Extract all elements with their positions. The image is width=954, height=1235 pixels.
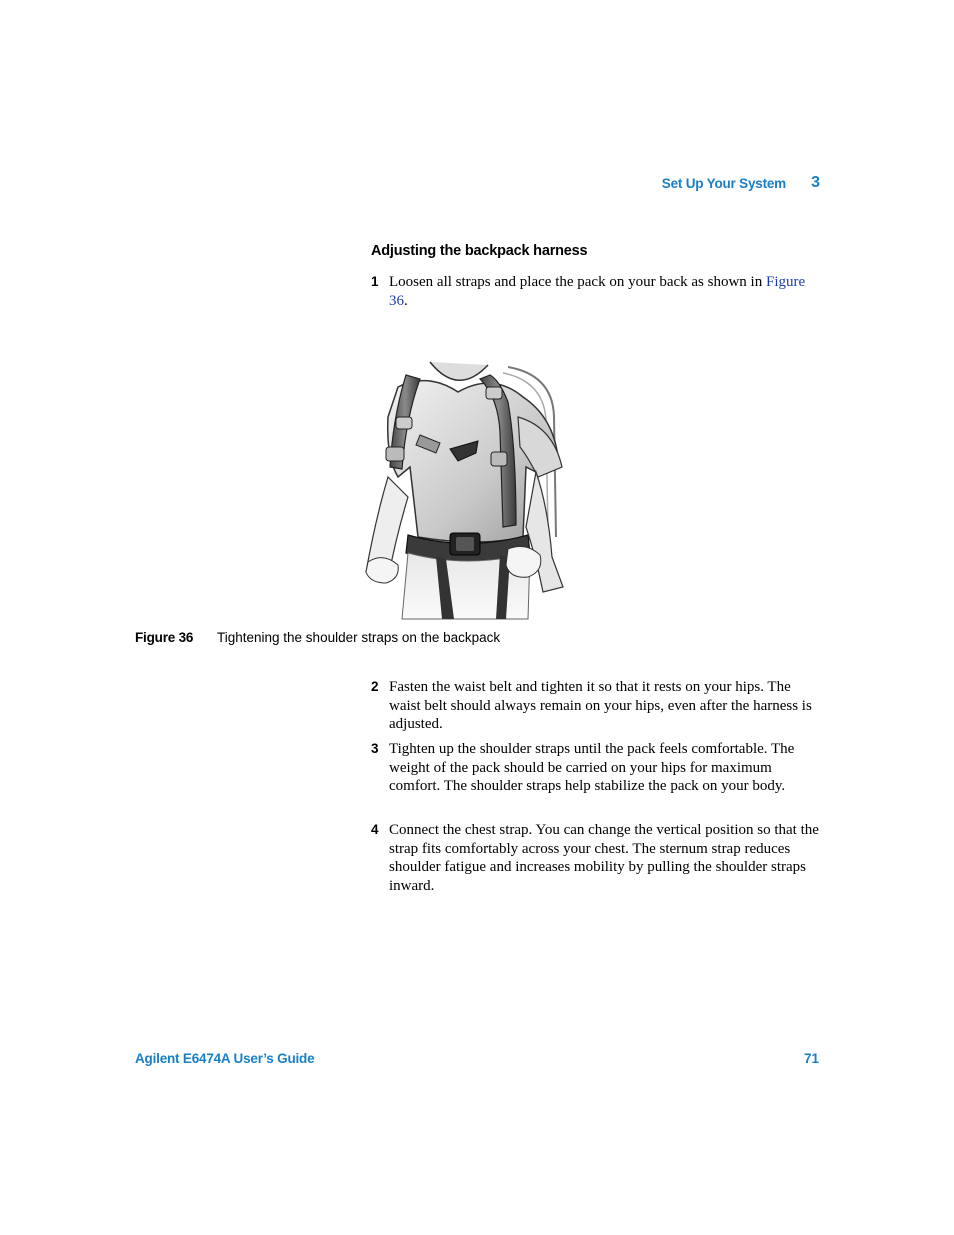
step-number: 1 <box>371 274 379 289</box>
footer-page-number: 71 <box>803 1051 819 1066</box>
section-heading: Adjusting the backpack harness <box>371 243 588 259</box>
step-text-after-link: . <box>404 292 408 309</box>
step-number: 4 <box>371 822 379 837</box>
step-text-before-link: Loosen all straps and place the pack on your back as shown in <box>389 274 766 290</box>
footer-guide-title: Agilent E6474A User’s Guide <box>135 1051 315 1066</box>
header-section-title: Set Up Your System <box>661 176 786 191</box>
harness-figure-icon <box>358 357 570 622</box>
step-text <box>389 273 819 310</box>
step-number: 3 <box>371 741 379 756</box>
figure-caption <box>135 630 500 645</box>
step-number: 2 <box>371 679 379 694</box>
step-text: Tighten up the shoulder straps until the pack feels comfortable. The weight of the pack should be carried on your hips for maximum comfort. The shoulder straps help stabilize the pack on your body. <box>389 741 795 795</box>
header-chapter-number: 3 <box>811 174 820 191</box>
backpack-harness-illustration <box>358 357 570 622</box>
figure-caption-text: Tightening the shoulder straps on the backpack <box>217 630 501 645</box>
step-text: Fasten the waist belt and tighten it so that it rests on your hips. The waist belt should always remain on your hips, even after the harness is adjusted. <box>389 679 812 733</box>
figure-label: Figure 36 <box>135 630 194 645</box>
figure-link[interactable]: Figure 36 <box>389 274 806 309</box>
step-text: Connect the chest strap. You can change the vertical position so that the strap fits comfortably across your chest. The sternum strap reduces shoulder fatigue and increases mobility by pulling the shoulder straps inward. <box>389 822 819 895</box>
running-header <box>600 174 820 196</box>
